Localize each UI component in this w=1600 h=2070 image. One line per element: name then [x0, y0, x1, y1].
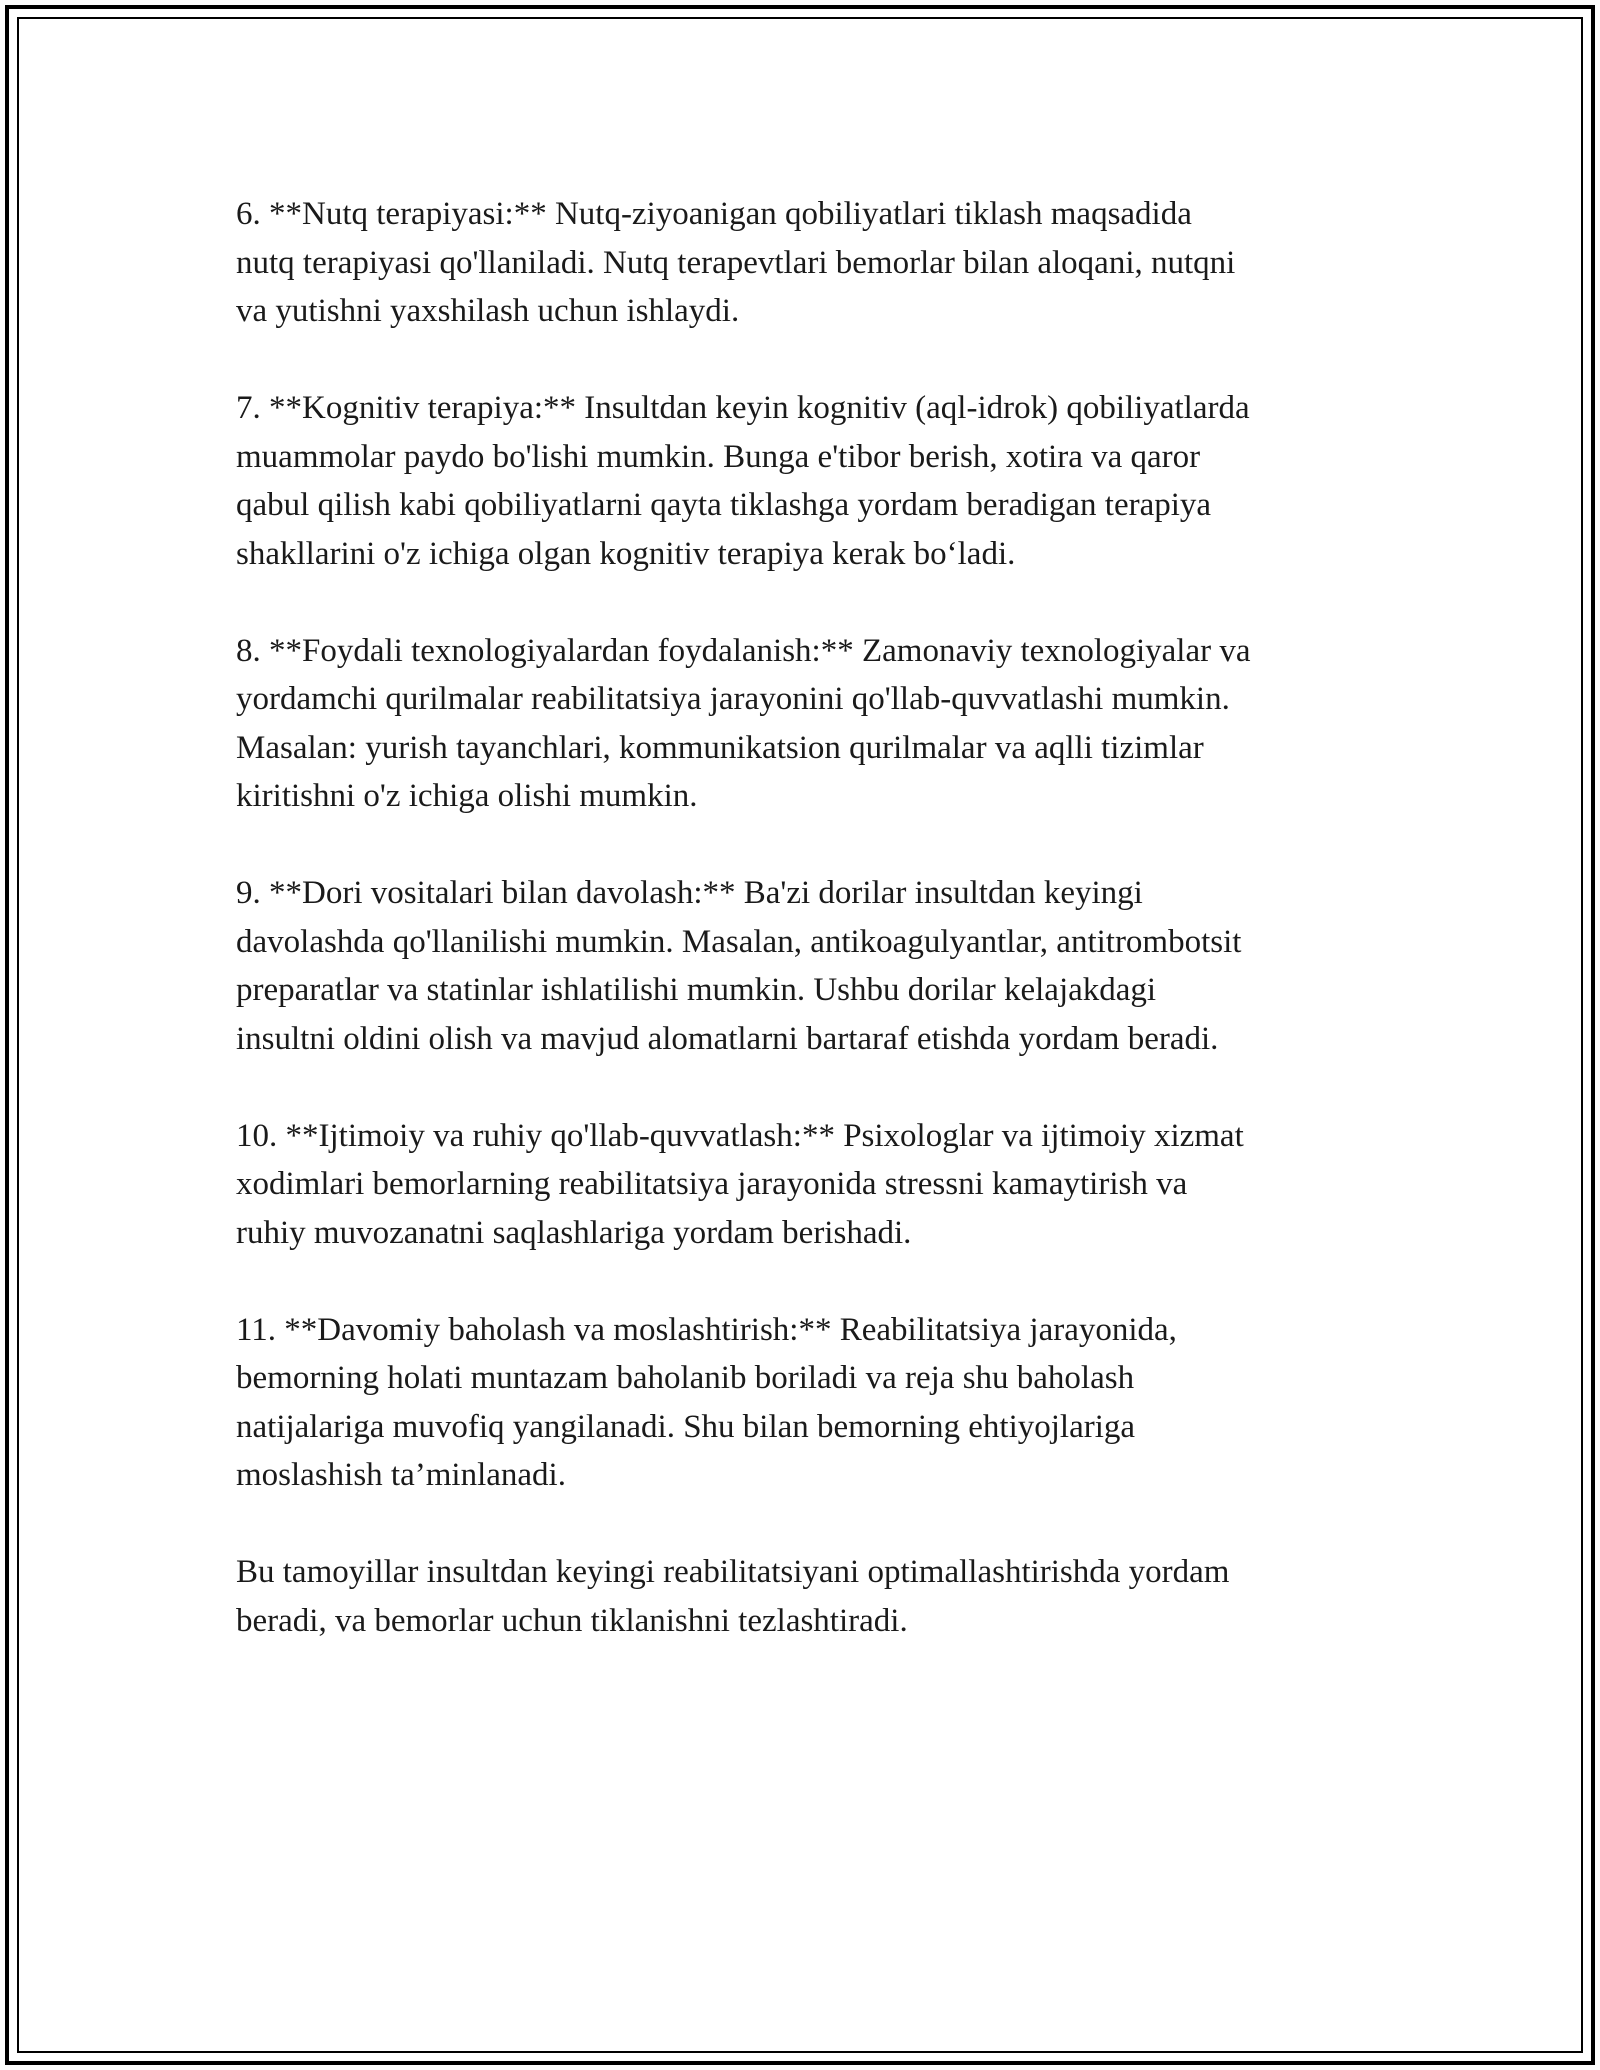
text-line: natijalariga muvofiq yangilanadi. Shu bilan bemorning ehtiyojlariga — [236, 1408, 1136, 1445]
text-line: xodimlari bemorlarning reabilitatsiya jarayonida stressni kamaytirish va — [236, 1166, 1188, 1202]
paragraph-item-10 — [236, 1112, 1386, 1258]
paragraph-conclusion — [236, 1548, 1386, 1645]
text-line: 8. **Foydali texnologiyalardan foydalanish:** Zamonaviy texnologiyalar va — [236, 632, 1251, 669]
text-line: 7. **Kognitiv terapiya:** Insultdan keyin kognitiv (aql-idrok) qobiliyatlarda — [236, 390, 1250, 426]
paragraph-item-9 — [236, 869, 1386, 1063]
document-body — [236, 190, 1386, 1694]
paragraph-item-6 — [236, 190, 1386, 336]
text-line: beradi, va bemorlar uchun tiklanishni tezlashtiradi. — [236, 1602, 908, 1639]
text-line: insultni oldini olish va mavjud alomatlarni bartaraf etishda yordam beradi. — [236, 1020, 1219, 1057]
text-line: bemorning holati muntazam baholanib boriladi va reja shu baholash — [236, 1360, 1135, 1396]
text-line: nutq terapiyasi qo'llaniladi. Nutq terapevtlari bemorlar bilan aloqani, nutqni — [236, 244, 1236, 281]
text-line: preparatlar va statinlar ishlatilishi mumkin. Ushbu dorilar kelajakdagi — [236, 972, 1157, 1008]
text-line: davolashda qo'llanilishi mumkin. Masalan, antikoagulyantlar, antitrombotsit — [236, 923, 1242, 960]
text-line: Masalan: yurish tayanchlari, kommunikatsion qurilmalar va aqlli tizimlar — [236, 729, 1204, 766]
text-line: kiritishni o'z ichiga olishi mumkin. — [236, 778, 698, 814]
paragraph-item-7 — [236, 384, 1386, 578]
text-line: ruhiy muvozanatni saqlashlariga yordam berishadi. — [236, 1214, 912, 1251]
text-line: 10. **Ijtimoiy va ruhiy qo'llab-quvvatlash:** Psixologlar va ijtimoiy xizmat — [236, 1117, 1244, 1154]
text-line: va yutishni yaxshilash uchun ishlaydi. — [236, 293, 740, 329]
text-line: muammolar paydo bo'lishi mumkin. Bunga e'tibor berish, xotira va qaror — [236, 438, 1201, 475]
text-line: 11. **Davomiy baholash va moslashtirish:** Reabilitatsiya jarayonida, — [236, 1311, 1177, 1348]
paragraph-item-11 — [236, 1306, 1386, 1500]
text-line: 9. **Dori vositalari bilan davolash:** Ba'zi dorilar insultdan keyingi — [236, 875, 1143, 911]
text-line: Bu tamoyillar insultdan keyingi reabilitatsiyani optimallashtirishda yordam — [236, 1554, 1230, 1590]
text-line: qabul qilish kabi qobiliyatlarni qayta tiklashga yordam beradigan terapiya — [236, 487, 1212, 523]
paragraph-item-8 — [236, 627, 1386, 821]
text-line: yordamchi qurilmalar reabilitatsiya jarayonini qo'llab-quvvatlashi mumkin. — [236, 681, 1230, 717]
text-line: moslashish ta’minlanadi. — [236, 1457, 566, 1493]
text-line: shakllarini o'z ichiga olgan kognitiv terapiya kerak bo‘ladi. — [236, 535, 1016, 572]
text-line: 6. **Nutq terapiyasi:** Nutq-ziyoanigan qobiliyatlari tiklash maqsadida — [236, 196, 1192, 232]
